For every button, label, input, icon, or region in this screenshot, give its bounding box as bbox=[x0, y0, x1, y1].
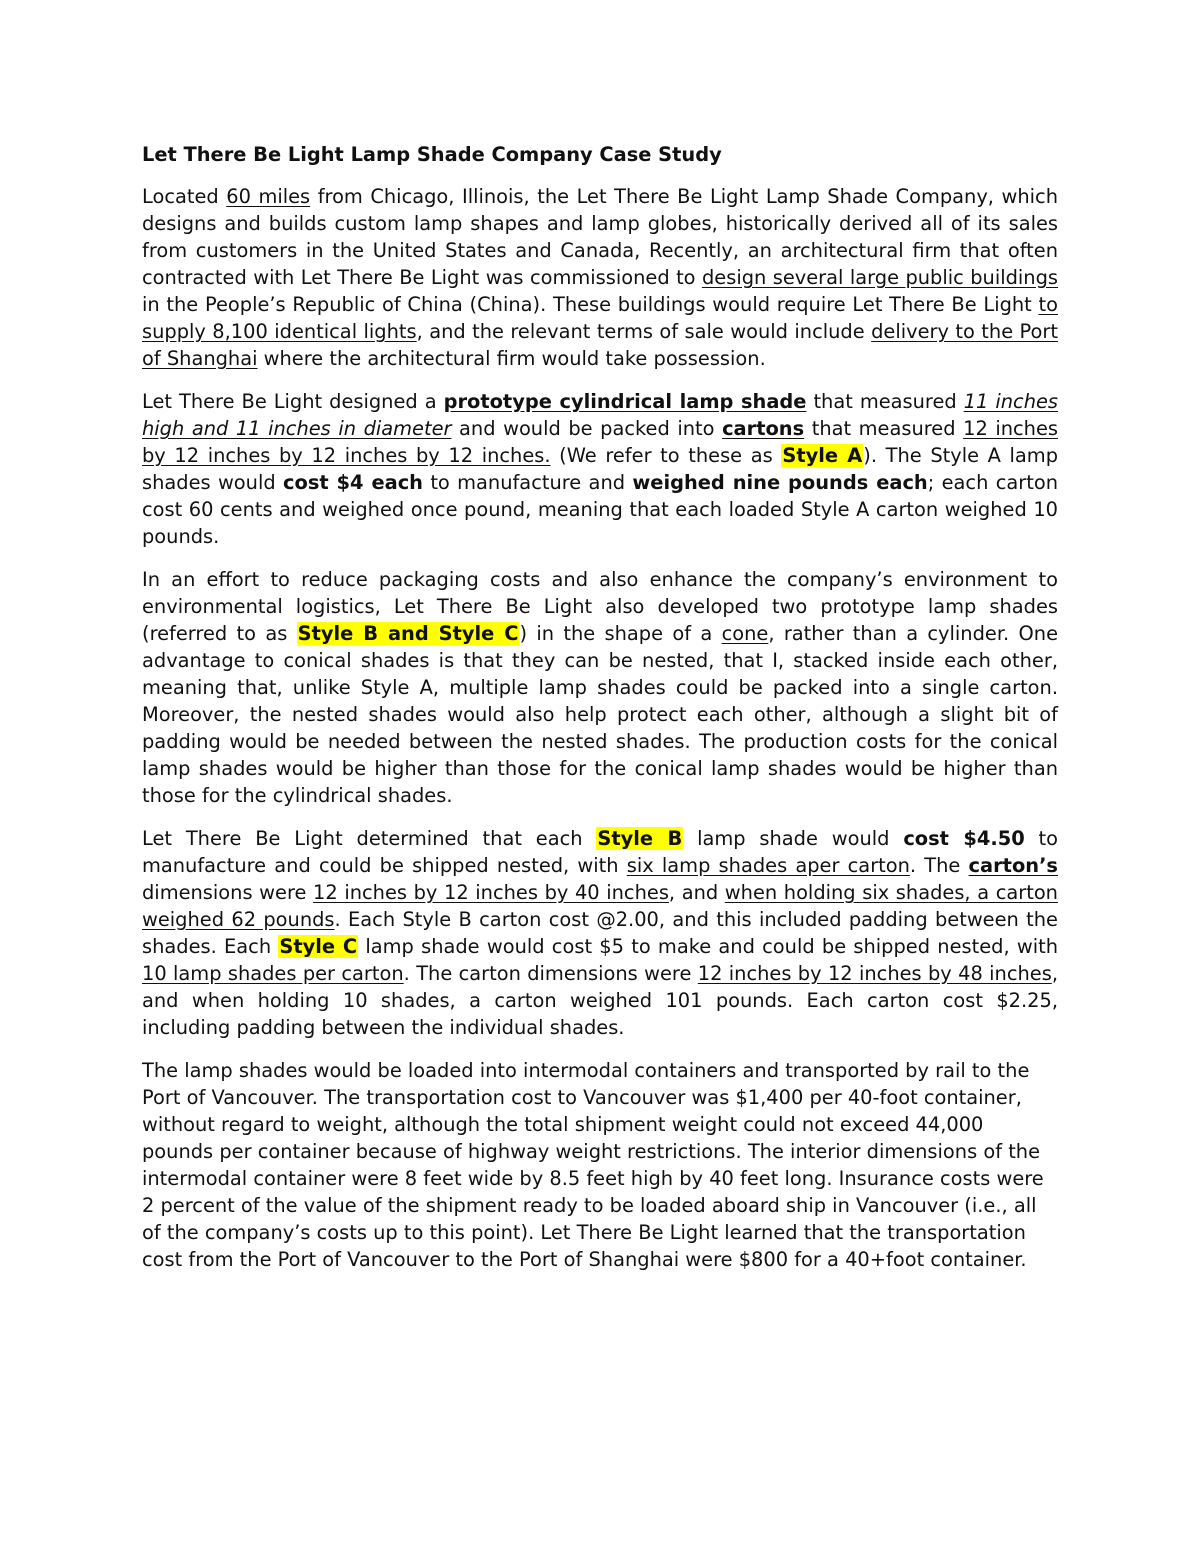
underlined-text: 12 inches by 12 inches by 40 inches bbox=[313, 881, 669, 904]
text-run: to manufacture and could be shipped nested, with bbox=[142, 827, 1059, 877]
text-run: . Each Style B carton cost @2.00, and this included padding between the shades. Each bbox=[142, 908, 1058, 958]
text-run: from Chicago, Illinois, the Let There Be Light Lamp Shade Company, which designs and builds custom lamp shapes and lamp globes, historically derived all of its sales from customers in the United States and Canada, Recently, an architectural firm that often contracted with Let There Be Light was commissioned to bbox=[142, 185, 1058, 289]
text-run: ) in the shape of a bbox=[519, 622, 722, 645]
text-run: lamp shade would bbox=[683, 827, 904, 850]
text-run: to manufacture and bbox=[423, 471, 633, 494]
bold-underlined-text: prototype cylindrical lamp shade bbox=[443, 390, 807, 413]
bold-text: weighed nine pounds each bbox=[632, 471, 928, 494]
paragraph-2 bbox=[142, 388, 1058, 550]
text-run: Let There Be Light designed a bbox=[142, 390, 444, 413]
highlighted-style-a: Style A bbox=[782, 444, 863, 467]
text-run: The lamp shades would be loaded into intermodal containers and transported by rail to the Port of Vancouver. The transportation cost to Vancouver was $1,400 per 40-foot container, without regard to weight, although the total shipment weight could not exceed 44,000 pounds per container because of highway weight restrictions. The interior dimensions of the intermodal container were 8 feet wide by 8.5 feet high by 40 feet long. Insurance costs were 2 percent of the value of the shipment ready to be loaded aboard ship in Vancouver (i.e., all of the company’s costs up to this point). Let There Be Light learned that the transportation cost from the Port of Vancouver to the Port of Shanghai were $800 for a 40+foot container. bbox=[142, 1059, 1044, 1271]
text-run: ; each carton cost 60 cents and weighed once pound, meaning that each loaded Style A carton weighed 10 pounds. bbox=[142, 471, 1058, 548]
paragraph-3 bbox=[142, 566, 1058, 809]
highlighted-style-b: Style B bbox=[597, 827, 683, 850]
underlined-text: cone bbox=[721, 622, 769, 645]
bold-underlined-text: carton’s bbox=[968, 854, 1058, 877]
text-run: , and when holding 10 shades, a carton weighed 101 pounds. Each carton cost $2.25, including padding between the individual shades. bbox=[142, 962, 1058, 1039]
underlined-text: 12 inches by 12 inches by 48 inches bbox=[697, 962, 1052, 985]
text-run: and would be packed into bbox=[451, 417, 723, 440]
text-run: dimensions were bbox=[142, 881, 314, 904]
bold-text: cost $4 each bbox=[283, 471, 423, 494]
text-run: In an effort to reduce packaging costs and also enhance the company’s environment to environmental logistics, Let There Be Light also developed two prototype lamp shades (referred to as bbox=[142, 568, 1058, 645]
text-run: where the architectural firm would take possession. bbox=[257, 347, 766, 370]
text-run: (We refer to these as bbox=[550, 444, 782, 467]
text-run: lamp shade would cost $5 to make and could be shipped nested, with bbox=[358, 935, 1058, 958]
text-run: that measured bbox=[804, 417, 964, 440]
underlined-text: 60 miles bbox=[226, 185, 311, 208]
text-run: , and the relevant terms of sale would include bbox=[416, 320, 872, 343]
document-title: Let There Be Light Lamp Shade Company Case Study bbox=[142, 143, 722, 166]
underlined-text: delivery to the Port of Shanghai bbox=[142, 320, 1058, 370]
underlined-text: six lamp shades aper carton bbox=[626, 854, 910, 877]
highlighted-style-b-c: Style B and Style C bbox=[297, 622, 519, 645]
text-run: Let There Be Light determined that each bbox=[142, 827, 597, 850]
underlined-text: when holding six shades, a carton weighed 62 pounds bbox=[142, 881, 1058, 931]
underlined-text: design several large public buildings bbox=[701, 266, 1058, 289]
text-run: . The carton dimensions were bbox=[403, 962, 698, 985]
paragraph-4 bbox=[142, 825, 1058, 1041]
text-run: , rather than a cylinder. One advantage to conical shades is that they can be nested, that I, stacked inside each other, meaning that, unlike Style A, multiple lamp shades could be packed into a single carton. Moreover, the nested shades would also help protect each other, although a slight bit of padding would be needed between the nested shades. The production costs for the conical lamp shades would be higher than those for the conical lamp shades would be higher than those for the cylindrical shades. bbox=[142, 622, 1059, 807]
highlighted-style-c: Style C bbox=[279, 935, 358, 958]
text-run: Located bbox=[142, 185, 227, 208]
paragraph-1 bbox=[142, 183, 1058, 372]
bold-underlined-text: cartons bbox=[722, 417, 805, 440]
text-run: in the People’s Republic of China (China). These buildings would require Let There Be Light bbox=[142, 293, 1039, 316]
text-run: , and bbox=[668, 881, 725, 904]
bold-text: cost $4.50 bbox=[903, 827, 1025, 850]
underlined-text: 10 lamp shades per carton bbox=[142, 962, 404, 985]
underlined-text: 12 inches by 12 inches by 12 inches by 12 inches. bbox=[142, 417, 1059, 467]
text-run: that measured bbox=[806, 390, 964, 413]
text-run: ). The Style A lamp shades would bbox=[142, 444, 1059, 494]
paragraph-5 bbox=[142, 1057, 1058, 1273]
italic-underlined-text: 11 inches high and 11 inches in diameter bbox=[142, 390, 1059, 440]
text-run: . The bbox=[909, 854, 969, 877]
underlined-text: to supply 8,100 identical lights bbox=[142, 293, 1058, 343]
